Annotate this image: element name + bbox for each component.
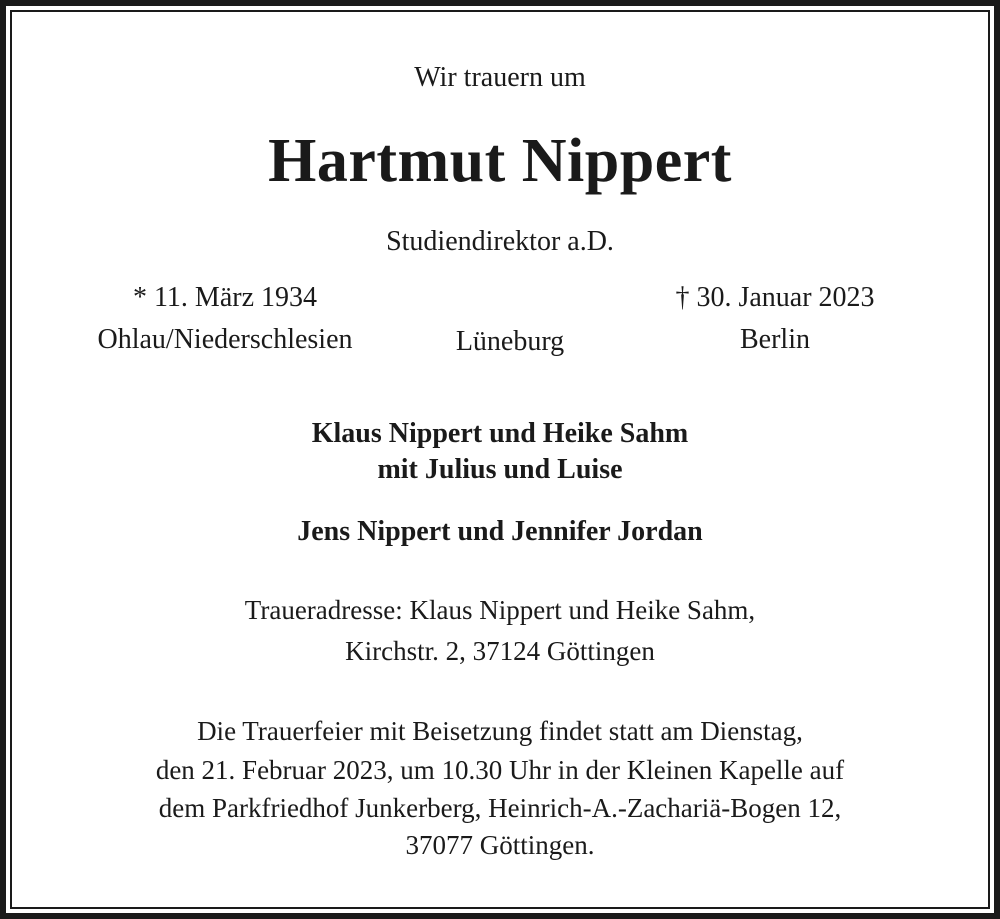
residence-place: Lüneburg [455,326,565,357]
birth-date: * 11. März 1934 [132,282,318,313]
intro-text: Wir trauern um [414,62,586,93]
family-line-2: mit Julius und Luise [377,454,623,485]
address-line-1: Traueradresse: Klaus Nippert und Heike Sahm, [244,595,756,625]
family-line-3: Jens Nippert und Jennifer Jordan [297,516,703,547]
family-line-1: Klaus Nippert und Heike Sahm [311,418,689,449]
address-line-2: Kirchstr. 2, 37124 Göttingen [345,636,655,666]
ceremony-line-2: den 21. Februar 2023, um 10.30 Uhr in der Kleinen Kapelle auf [155,755,845,785]
birth-place: Ohlau/Niederschlesien [97,324,353,355]
ceremony-line-3: dem Parkfriedhof Junkerberg, Heinrich-A.-Zachariä-Bogen 12, [158,793,842,823]
ceremony-line-4: 37077 Göttingen. [405,830,595,860]
deceased-name: Hartmut Nippert [268,127,732,195]
ceremony-line-1: Die Trauerfeier mit Beisetzung findet statt am Dienstag, [197,716,803,746]
death-date: † 30. Januar 2023 [675,282,875,313]
deceased-title: Studiendirektor a.D. [386,226,614,257]
death-place: Berlin [740,324,810,355]
